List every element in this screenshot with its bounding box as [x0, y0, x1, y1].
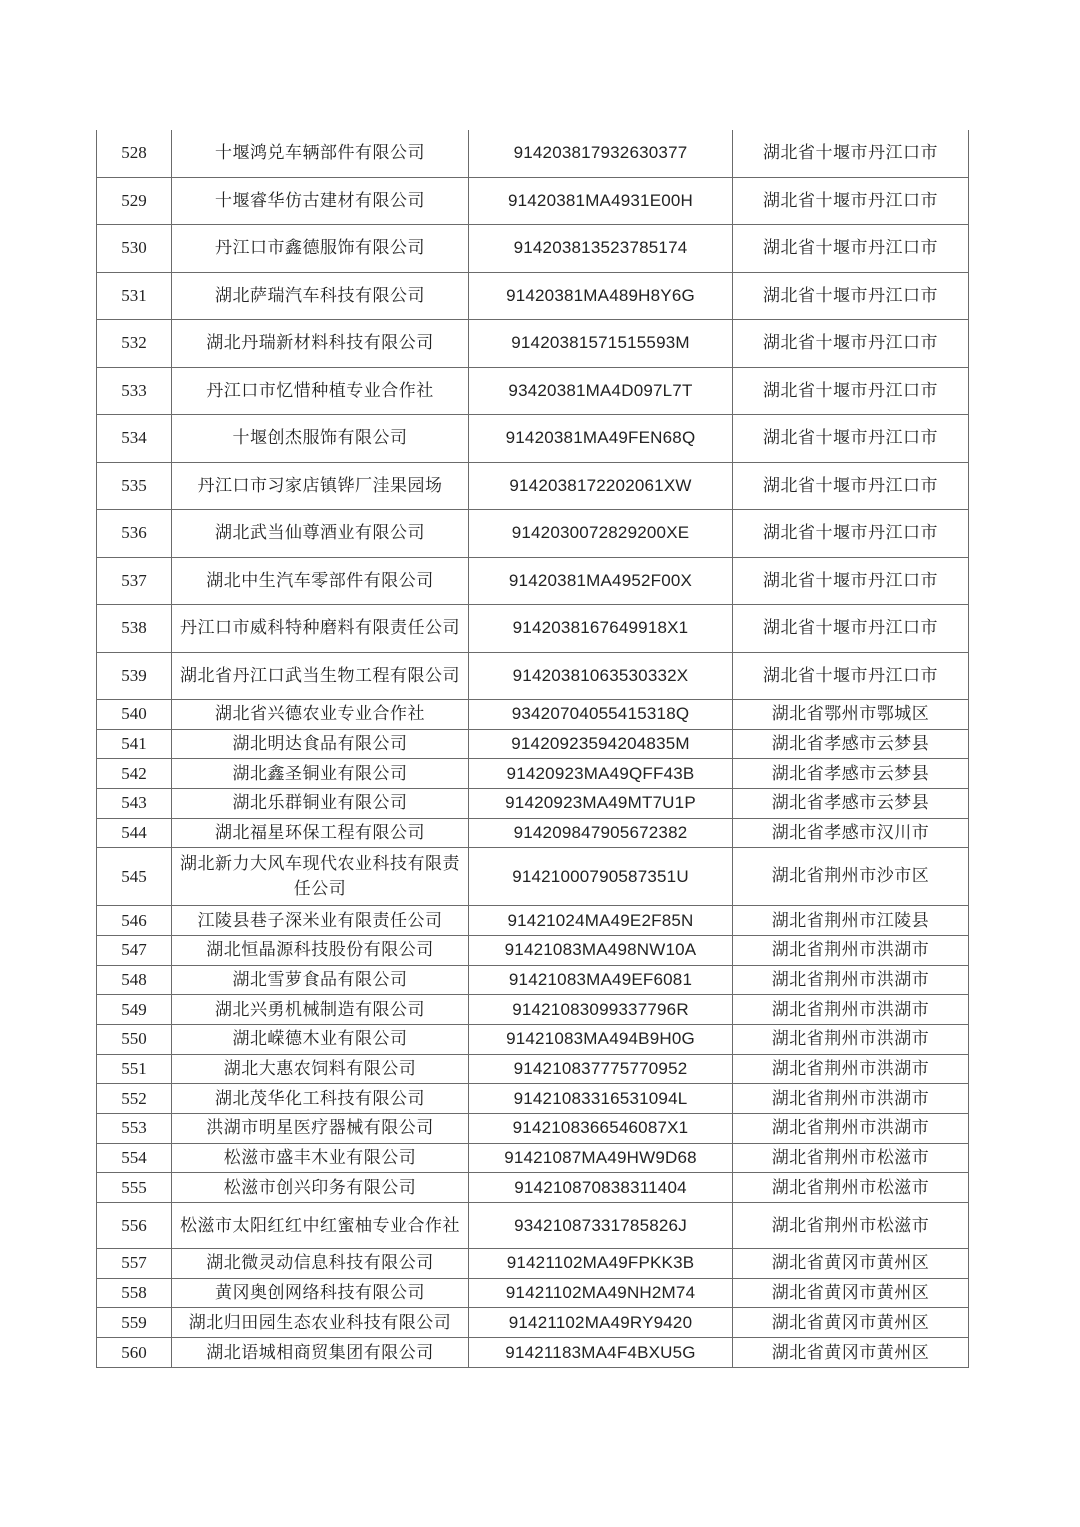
company-name: 丹江口市威科特种磨料有限责任公司	[172, 605, 469, 653]
row-number: 531	[97, 272, 172, 320]
credit-code: 91420923594204835M	[469, 729, 733, 759]
company-name: 湖北中生汽车零部件有限公司	[172, 557, 469, 605]
table-row	[97, 1278, 969, 1308]
credit-code: 91421102MA49NH2M74	[469, 1278, 733, 1308]
region: 湖北省黄冈市黄州区	[733, 1308, 969, 1338]
row-number: 539	[97, 652, 172, 700]
company-name: 湖北鑫圣铜业有限公司	[172, 759, 469, 789]
region: 湖北省荆州市洪湖市	[733, 1054, 969, 1084]
row-number: 535	[97, 462, 172, 510]
region: 湖北省十堰市丹江口市	[733, 462, 969, 510]
credit-code: 91420923MA49QFF43B	[469, 759, 733, 789]
credit-code: 9142108366546087X1	[469, 1114, 733, 1144]
table-row	[97, 1308, 969, 1338]
row-number: 533	[97, 367, 172, 415]
credit-code: 91421083316531094L	[469, 1084, 733, 1114]
table-row	[97, 652, 969, 700]
company-name: 松滋市盛丰木业有限公司	[172, 1143, 469, 1173]
credit-code: 91421083MA494B9H0G	[469, 1024, 733, 1054]
company-name: 丹江口市鑫德服饰有限公司	[172, 225, 469, 273]
row-number: 538	[97, 605, 172, 653]
region: 湖北省十堰市丹江口市	[733, 177, 969, 225]
company-name: 黄冈奥创网络科技有限公司	[172, 1278, 469, 1308]
row-number: 545	[97, 848, 172, 906]
table-row	[97, 789, 969, 819]
region: 湖北省荆州市沙市区	[733, 848, 969, 906]
credit-code: 91420381MA4931E00H	[469, 177, 733, 225]
credit-code: 91420381MA489H8Y6G	[469, 272, 733, 320]
region: 湖北省黄冈市黄州区	[733, 1249, 969, 1279]
region: 湖北省孝感市汉川市	[733, 818, 969, 848]
region: 湖北省孝感市云梦县	[733, 789, 969, 819]
region: 湖北省荆州市洪湖市	[733, 935, 969, 965]
row-number: 540	[97, 700, 172, 730]
credit-code: 91420923MA49MT7U1P	[469, 789, 733, 819]
table-row	[97, 1084, 969, 1114]
company-name: 江陵县巷子深米业有限责任公司	[172, 906, 469, 936]
table-row	[97, 130, 969, 177]
region: 湖北省十堰市丹江口市	[733, 510, 969, 558]
company-name: 松滋市太阳红红中红蜜柚专业合作社	[172, 1203, 469, 1249]
company-name: 湖北福星环保工程有限公司	[172, 818, 469, 848]
row-number: 558	[97, 1278, 172, 1308]
table-row	[97, 848, 969, 906]
credit-code: 91420381MA4952F00X	[469, 557, 733, 605]
table-row	[97, 1054, 969, 1084]
company-name: 湖北兴勇机械制造有限公司	[172, 995, 469, 1025]
company-name: 丹江口市习家店镇铧厂洼果园场	[172, 462, 469, 510]
credit-code: 91421183MA4F4BXU5G	[469, 1338, 733, 1368]
row-number: 529	[97, 177, 172, 225]
region: 湖北省十堰市丹江口市	[733, 367, 969, 415]
region: 湖北省十堰市丹江口市	[733, 225, 969, 273]
row-number: 547	[97, 935, 172, 965]
region: 湖北省荆州市洪湖市	[733, 1084, 969, 1114]
company-name: 湖北雪萝食品有限公司	[172, 965, 469, 995]
company-name: 湖北归田园生态农业科技有限公司	[172, 1308, 469, 1338]
company-name: 湖北恒晶源科技股份有限公司	[172, 935, 469, 965]
region: 湖北省鄂州市鄂城区	[733, 700, 969, 730]
table-row	[97, 225, 969, 273]
region: 湖北省荆州市洪湖市	[733, 1024, 969, 1054]
table-row	[97, 272, 969, 320]
company-name: 湖北武当仙尊酒业有限公司	[172, 510, 469, 558]
row-number: 528	[97, 130, 172, 177]
region: 湖北省荆州市洪湖市	[733, 1114, 969, 1144]
region: 湖北省十堰市丹江口市	[733, 272, 969, 320]
credit-code: 9142038172202061XW	[469, 462, 733, 510]
region: 湖北省十堰市丹江口市	[733, 605, 969, 653]
region: 湖北省荆州市松滋市	[733, 1173, 969, 1203]
company-name: 湖北丹瑞新材料科技有限公司	[172, 320, 469, 368]
company-name: 湖北省丹江口武当生物工程有限公司	[172, 652, 469, 700]
company-name: 十堰鸿兑车辆部件有限公司	[172, 130, 469, 177]
region: 湖北省黄冈市黄州区	[733, 1338, 969, 1368]
table-row	[97, 177, 969, 225]
table-row	[97, 605, 969, 653]
row-number: 559	[97, 1308, 172, 1338]
row-number: 548	[97, 965, 172, 995]
region: 湖北省荆州市松滋市	[733, 1143, 969, 1173]
row-number: 554	[97, 1143, 172, 1173]
table-row	[97, 462, 969, 510]
table-row	[97, 1024, 969, 1054]
company-name: 湖北新力大风车现代农业科技有限责任公司	[172, 848, 469, 906]
region: 湖北省荆州市洪湖市	[733, 965, 969, 995]
table-row	[97, 320, 969, 368]
credit-code: 93420704055415318Q	[469, 700, 733, 730]
row-number: 536	[97, 510, 172, 558]
row-number: 542	[97, 759, 172, 789]
credit-code: 91421102MA49RY9420	[469, 1308, 733, 1338]
company-name: 洪湖市明星医疗器械有限公司	[172, 1114, 469, 1144]
company-name: 湖北乐群铜业有限公司	[172, 789, 469, 819]
company-name: 湖北茂华化工科技有限公司	[172, 1084, 469, 1114]
row-number: 552	[97, 1084, 172, 1114]
table-row	[97, 759, 969, 789]
row-number: 530	[97, 225, 172, 273]
row-number: 555	[97, 1173, 172, 1203]
table-row	[97, 367, 969, 415]
table-row	[97, 1249, 969, 1279]
region: 湖北省十堰市丹江口市	[733, 652, 969, 700]
company-name: 湖北萨瑞汽车科技有限公司	[172, 272, 469, 320]
row-number: 544	[97, 818, 172, 848]
credit-code: 91420381571515593M	[469, 320, 733, 368]
row-number: 557	[97, 1249, 172, 1279]
row-number: 534	[97, 415, 172, 463]
region: 湖北省荆州市江陵县	[733, 906, 969, 936]
row-number: 550	[97, 1024, 172, 1054]
credit-code: 93421087331785826J	[469, 1203, 733, 1249]
company-name: 十堰睿华仿古建材有限公司	[172, 177, 469, 225]
credit-code: 91421083099337796R	[469, 995, 733, 1025]
row-number: 537	[97, 557, 172, 605]
company-name: 丹江口市忆惜种植专业合作社	[172, 367, 469, 415]
region: 湖北省十堰市丹江口市	[733, 130, 969, 177]
credit-code: 91420381063530332X	[469, 652, 733, 700]
row-number: 556	[97, 1203, 172, 1249]
region: 湖北省荆州市松滋市	[733, 1203, 969, 1249]
credit-code: 91421024MA49E2F85N	[469, 906, 733, 936]
company-name: 湖北语城相商贸集团有限公司	[172, 1338, 469, 1368]
company-name: 十堰创杰服饰有限公司	[172, 415, 469, 463]
credit-code: 91421102MA49FPKK3B	[469, 1249, 733, 1279]
credit-code: 91420381MA49FEN68Q	[469, 415, 733, 463]
credit-code: 91421083MA49EF6081	[469, 965, 733, 995]
table-row	[97, 935, 969, 965]
credit-code: 914210837775770952	[469, 1054, 733, 1084]
credit-code: 914203817932630377	[469, 130, 733, 177]
table-row	[97, 1203, 969, 1249]
company-name: 湖北微灵动信息科技有限公司	[172, 1249, 469, 1279]
credit-code: 914203813523785174	[469, 225, 733, 273]
credit-code: 9142030072829200XE	[469, 510, 733, 558]
table-row	[97, 700, 969, 730]
row-number: 551	[97, 1054, 172, 1084]
row-number: 549	[97, 995, 172, 1025]
company-name: 湖北大惠农饲料有限公司	[172, 1054, 469, 1084]
row-number: 543	[97, 789, 172, 819]
row-number: 546	[97, 906, 172, 936]
region: 湖北省孝感市云梦县	[733, 729, 969, 759]
row-number: 553	[97, 1114, 172, 1144]
region: 湖北省十堰市丹江口市	[733, 320, 969, 368]
credit-code: 91421000790587351U	[469, 848, 733, 906]
region: 湖北省黄冈市黄州区	[733, 1278, 969, 1308]
region: 湖北省孝感市云梦县	[733, 759, 969, 789]
table-row	[97, 1173, 969, 1203]
table-row	[97, 1114, 969, 1144]
company-name: 松滋市创兴印务有限公司	[172, 1173, 469, 1203]
table-row	[97, 1143, 969, 1173]
credit-code: 91421087MA49HW9D68	[469, 1143, 733, 1173]
table-row	[97, 965, 969, 995]
table-body	[97, 130, 969, 1367]
credit-code: 93420381MA4D097L7T	[469, 367, 733, 415]
company-name: 湖北明达食品有限公司	[172, 729, 469, 759]
table-row	[97, 557, 969, 605]
company-table	[96, 130, 969, 1368]
table-row	[97, 1338, 969, 1368]
row-number: 532	[97, 320, 172, 368]
company-name: 湖北省兴德农业专业合作社	[172, 700, 469, 730]
region: 湖北省十堰市丹江口市	[733, 415, 969, 463]
table-row	[97, 818, 969, 848]
table-row	[97, 906, 969, 936]
credit-code: 91421083MA498NW10A	[469, 935, 733, 965]
row-number: 541	[97, 729, 172, 759]
table-row	[97, 995, 969, 1025]
region: 湖北省十堰市丹江口市	[733, 557, 969, 605]
row-number: 560	[97, 1338, 172, 1368]
company-name: 湖北嵘德木业有限公司	[172, 1024, 469, 1054]
table-row	[97, 415, 969, 463]
credit-code: 914209847905672382	[469, 818, 733, 848]
table-row	[97, 729, 969, 759]
credit-code: 914210870838311404	[469, 1173, 733, 1203]
region: 湖北省荆州市洪湖市	[733, 995, 969, 1025]
credit-code: 91420381676499​18X1	[469, 605, 733, 653]
table-row	[97, 510, 969, 558]
